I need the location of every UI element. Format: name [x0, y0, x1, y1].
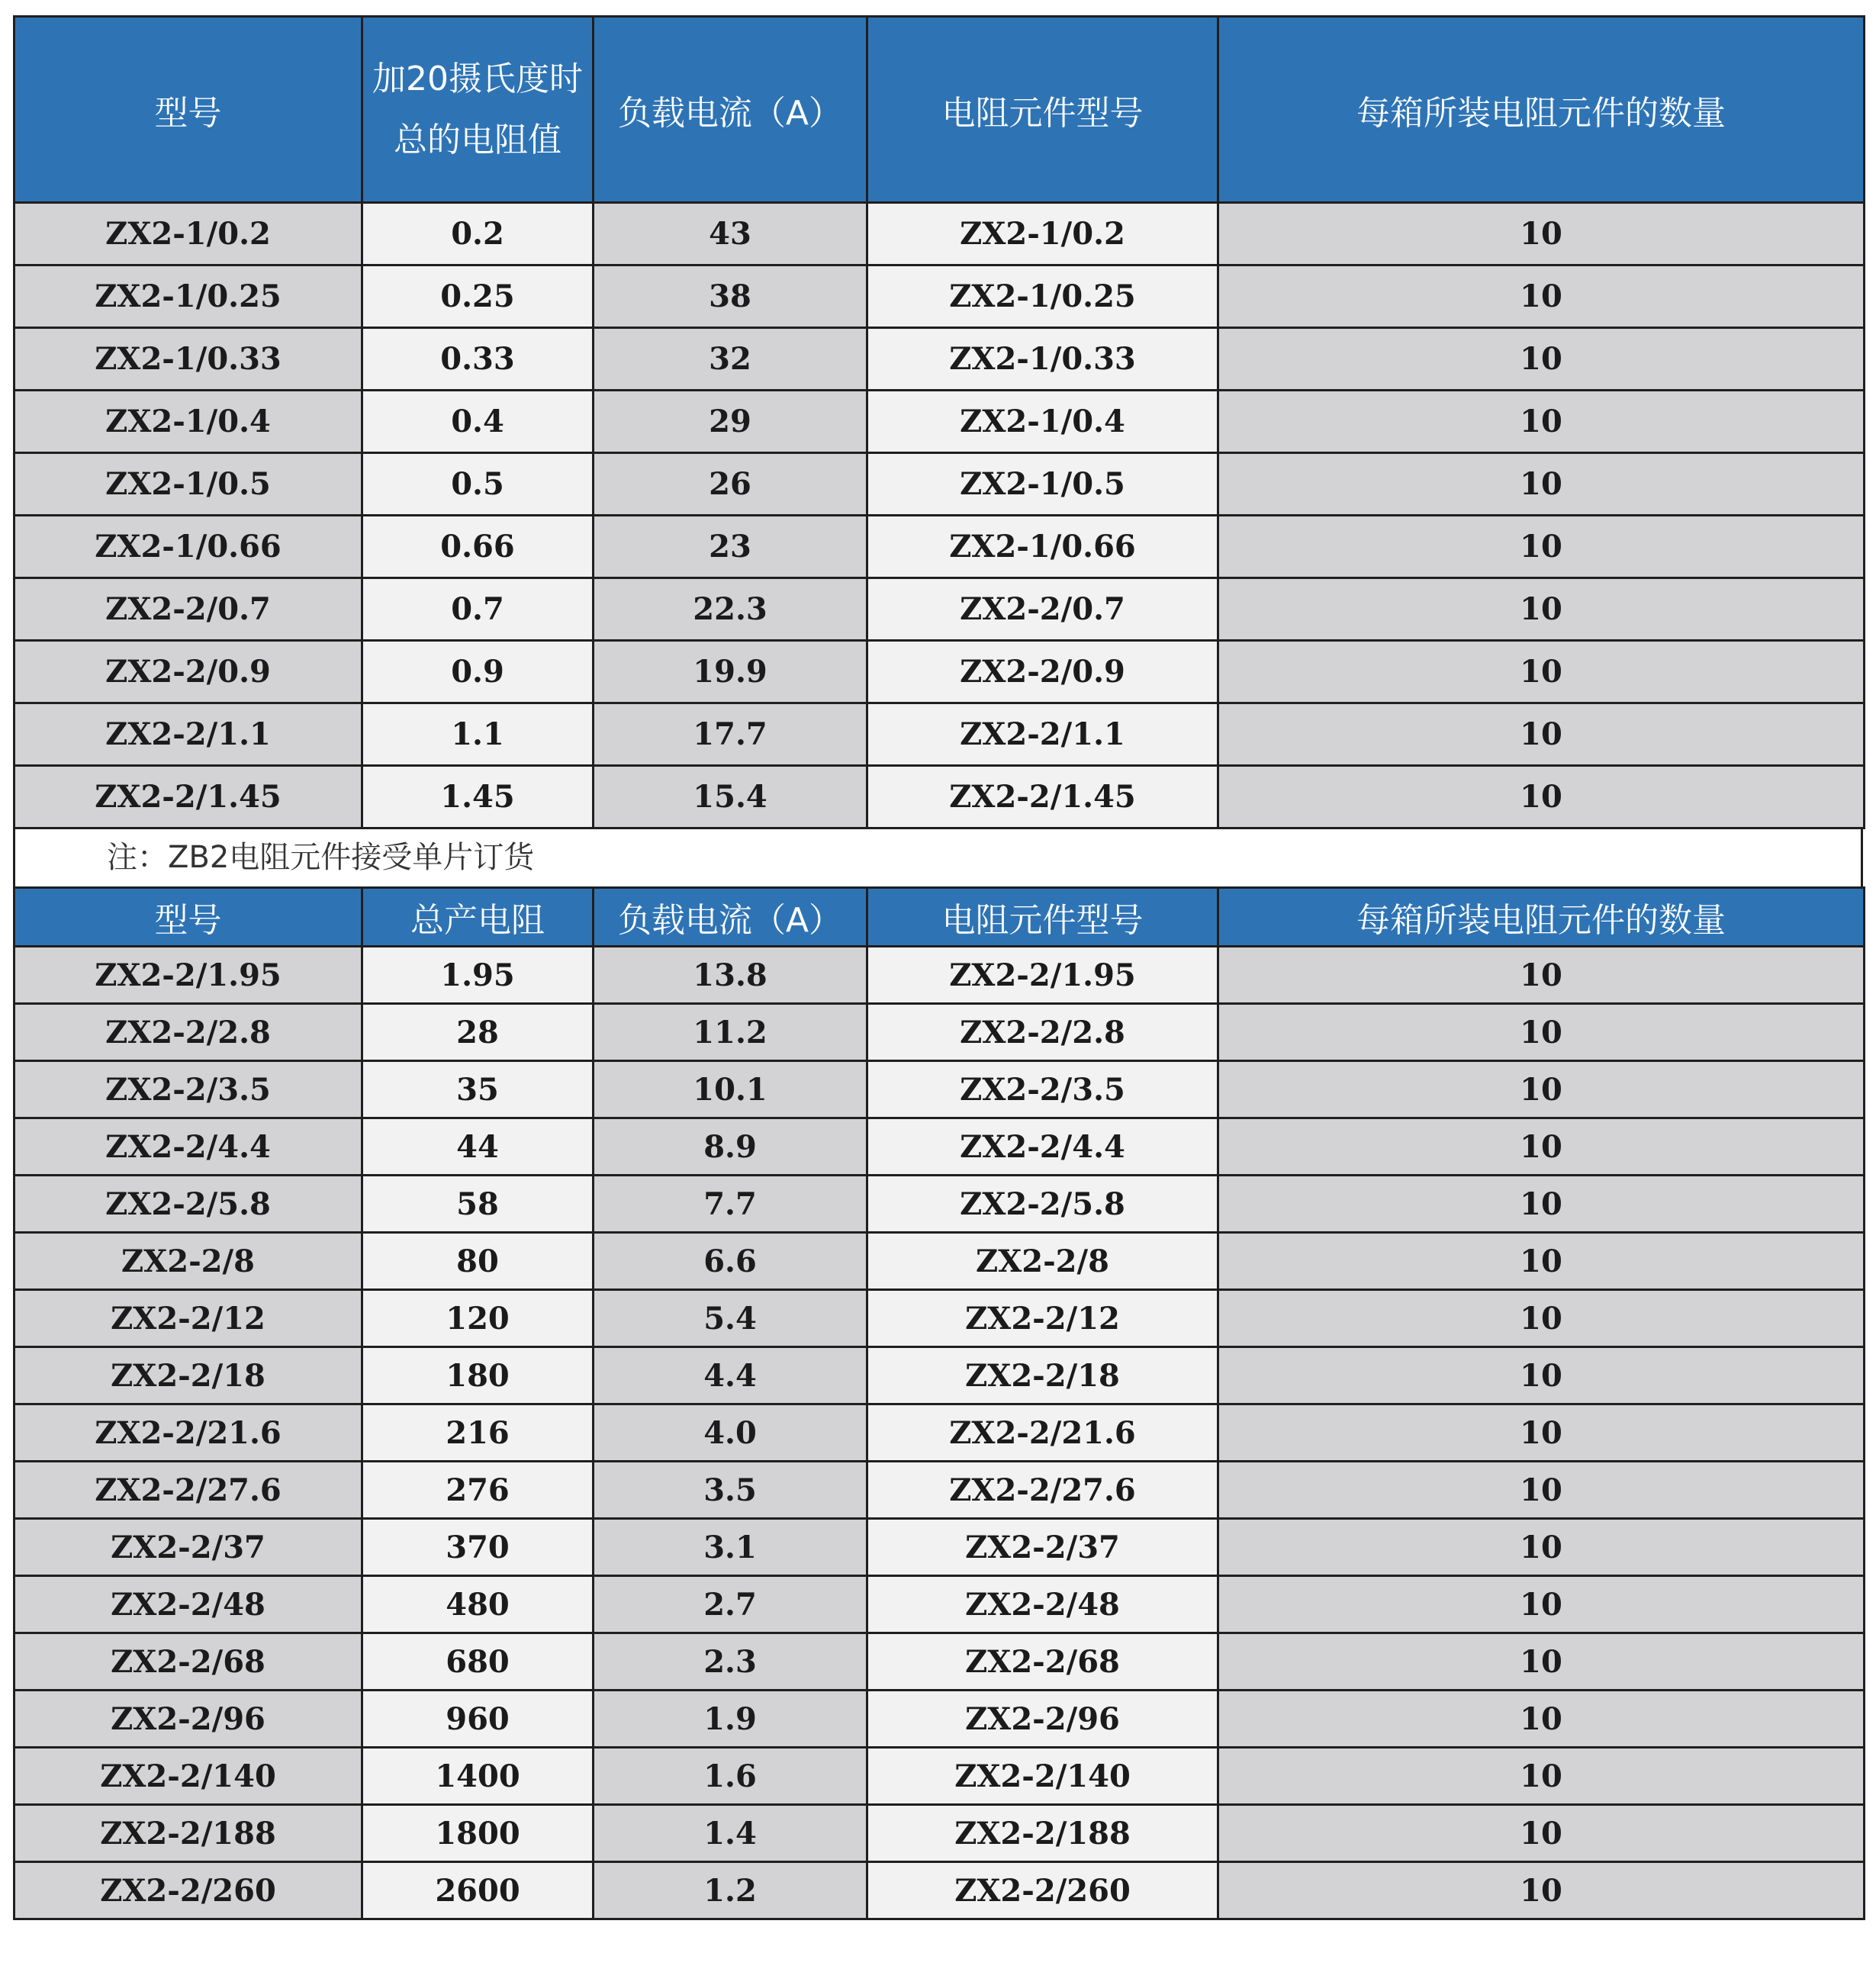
element-model-cell: ZX2-1/0.5 — [867, 453, 1218, 516]
quantity-cell: 10 — [1218, 1061, 1865, 1118]
table-row — [14, 391, 1865, 453]
quantity-cell: 10 — [1218, 1519, 1865, 1576]
model-cell: ZX2-2/18 — [14, 1347, 362, 1404]
load-current-cell: 5.4 — [594, 1290, 867, 1347]
resistance-cell: 0.5 — [362, 453, 594, 516]
table-row — [14, 641, 1865, 703]
resistance-cell: 1.95 — [362, 947, 594, 1004]
resistance-cell: 44 — [362, 1118, 594, 1176]
resistance-cell: 370 — [362, 1519, 594, 1576]
resistance-cell: 28 — [362, 1004, 594, 1061]
element-model-cell: ZX2-2/96 — [867, 1691, 1218, 1748]
table-header-row — [14, 17, 1865, 203]
element-model-cell: ZX2-2/48 — [867, 1576, 1218, 1633]
load-current-cell: 22.3 — [594, 578, 867, 641]
model-cell: ZX2-2/1.1 — [14, 703, 362, 766]
load-current-cell: 8.9 — [594, 1118, 867, 1176]
table-row — [14, 1691, 1865, 1748]
resistance-cell: 1800 — [362, 1805, 594, 1862]
quantity-cell: 10 — [1218, 578, 1865, 641]
load-current-cell: 4.0 — [594, 1404, 867, 1462]
resistance-cell: 1.45 — [362, 766, 594, 828]
quantity-cell: 10 — [1218, 1862, 1865, 1919]
header-total-resistance: 总产电阻 — [362, 888, 594, 947]
model-cell: ZX2-2/260 — [14, 1862, 362, 1919]
quantity-cell: 10 — [1218, 203, 1865, 265]
header-model: 型号 — [14, 888, 362, 947]
load-current-cell: 4.4 — [594, 1347, 867, 1404]
element-model-cell: ZX2-2/5.8 — [867, 1176, 1218, 1233]
quantity-cell: 10 — [1218, 1290, 1865, 1347]
load-current-cell: 13.8 — [594, 947, 867, 1004]
element-model-cell: ZX2-2/1.95 — [867, 947, 1218, 1004]
load-current-cell: 38 — [594, 265, 867, 328]
resistance-cell: 480 — [362, 1576, 594, 1633]
resistance-cell: 0.9 — [362, 641, 594, 703]
element-model-cell: ZX2-2/2.8 — [867, 1004, 1218, 1061]
quantity-cell: 10 — [1218, 703, 1865, 766]
model-cell: ZX2-2/3.5 — [14, 1061, 362, 1118]
load-current-cell: 2.3 — [594, 1633, 867, 1691]
element-model-cell: ZX2-2/21.6 — [867, 1404, 1218, 1462]
model-cell: ZX2-2/2.8 — [14, 1004, 362, 1061]
table-row — [14, 1748, 1865, 1805]
header-load-current: 负载电流（A） — [594, 17, 867, 203]
resistance-cell: 120 — [362, 1290, 594, 1347]
resistance-cell: 35 — [362, 1061, 594, 1118]
quantity-cell: 10 — [1218, 1805, 1865, 1862]
load-current-cell: 1.2 — [594, 1862, 867, 1919]
model-cell: ZX2-1/0.2 — [14, 203, 362, 265]
quantity-cell: 10 — [1218, 1233, 1865, 1290]
table-row — [14, 947, 1865, 1004]
header-element-model: 电阻元件型号 — [867, 888, 1218, 947]
model-cell: ZX2-2/37 — [14, 1519, 362, 1576]
table-row — [14, 578, 1865, 641]
load-current-cell: 23 — [594, 516, 867, 578]
load-current-cell: 10.1 — [594, 1061, 867, 1118]
model-cell: ZX2-1/0.4 — [14, 391, 362, 453]
load-current-cell: 29 — [594, 391, 867, 453]
load-current-cell: 6.6 — [594, 1233, 867, 1290]
resistance-cell: 0.33 — [362, 328, 594, 391]
table-row — [14, 1118, 1865, 1176]
table-row — [14, 265, 1865, 328]
element-model-cell: ZX2-2/1.45 — [867, 766, 1218, 828]
resistance-cell: 180 — [362, 1347, 594, 1404]
table-row — [14, 203, 1865, 265]
spec-tables — [13, 15, 1863, 1920]
resistance-cell: 1.1 — [362, 703, 594, 766]
load-current-cell: 43 — [594, 203, 867, 265]
header-elements-per-box: 每箱所装电阻元件的数量 — [1218, 17, 1865, 203]
element-model-cell: ZX2-2/0.9 — [867, 641, 1218, 703]
quantity-cell: 10 — [1218, 453, 1865, 516]
resistance-cell: 2600 — [362, 1862, 594, 1919]
element-model-cell: ZX2-1/0.2 — [867, 203, 1218, 265]
element-model-cell: ZX2-2/4.4 — [867, 1118, 1218, 1176]
resistance-cell: 58 — [362, 1176, 594, 1233]
element-model-cell: ZX2-1/0.4 — [867, 391, 1218, 453]
model-cell: ZX2-2/5.8 — [14, 1176, 362, 1233]
quantity-cell: 10 — [1218, 1004, 1865, 1061]
table-header-row — [14, 888, 1865, 947]
element-model-cell: ZX2-2/18 — [867, 1347, 1218, 1404]
table-row — [14, 1805, 1865, 1862]
resistance-cell: 680 — [362, 1633, 594, 1691]
element-model-cell: ZX2-2/37 — [867, 1519, 1218, 1576]
header-model: 型号 — [14, 17, 362, 203]
resistor-spec-table-2 — [13, 886, 1865, 1920]
element-model-cell: ZX2-2/8 — [867, 1233, 1218, 1290]
model-cell: ZX2-2/0.7 — [14, 578, 362, 641]
element-model-cell: ZX2-2/260 — [867, 1862, 1218, 1919]
resistance-cell: 276 — [362, 1462, 594, 1519]
model-cell: ZX2-2/68 — [14, 1633, 362, 1691]
table-row — [14, 1004, 1865, 1061]
load-current-cell: 1.4 — [594, 1805, 867, 1862]
load-current-cell: 15.4 — [594, 766, 867, 828]
element-model-cell: ZX2-1/0.25 — [867, 265, 1218, 328]
model-cell: ZX2-2/12 — [14, 1290, 362, 1347]
model-cell: ZX2-2/0.9 — [14, 641, 362, 703]
load-current-cell: 1.9 — [594, 1691, 867, 1748]
quantity-cell: 10 — [1218, 328, 1865, 391]
table-row — [14, 1404, 1865, 1462]
load-current-cell: 1.6 — [594, 1748, 867, 1805]
element-model-cell: ZX2-2/12 — [867, 1290, 1218, 1347]
load-current-cell: 7.7 — [594, 1176, 867, 1233]
quantity-cell: 10 — [1218, 1633, 1865, 1691]
model-cell: ZX2-2/1.95 — [14, 947, 362, 1004]
resistance-cell: 0.25 — [362, 265, 594, 328]
load-current-cell: 3.1 — [594, 1519, 867, 1576]
resistance-cell: 0.7 — [362, 578, 594, 641]
quantity-cell: 10 — [1218, 1748, 1865, 1805]
quantity-cell: 10 — [1218, 766, 1865, 828]
model-cell: ZX2-1/0.33 — [14, 328, 362, 391]
load-current-cell: 3.5 — [594, 1462, 867, 1519]
quantity-cell: 10 — [1218, 1118, 1865, 1176]
element-model-cell: ZX2-1/0.66 — [867, 516, 1218, 578]
quantity-cell: 10 — [1218, 947, 1865, 1004]
element-model-cell: ZX2-2/1.1 — [867, 703, 1218, 766]
element-model-cell: ZX2-2/188 — [867, 1805, 1218, 1862]
model-cell: ZX2-2/188 — [14, 1805, 362, 1862]
header-total-resistance-20c: 加20摄氏度时总的电阻值 — [362, 17, 594, 203]
element-model-cell: ZX2-1/0.33 — [867, 328, 1218, 391]
model-cell: ZX2-2/1.45 — [14, 766, 362, 828]
quantity-cell: 10 — [1218, 1691, 1865, 1748]
quantity-cell: 10 — [1218, 1462, 1865, 1519]
quantity-cell: 10 — [1218, 516, 1865, 578]
model-cell: ZX2-2/8 — [14, 1233, 362, 1290]
quantity-cell: 10 — [1218, 1176, 1865, 1233]
quantity-cell: 10 — [1218, 1576, 1865, 1633]
header-load-current: 负载电流（A） — [594, 888, 867, 947]
resistor-spec-table-1 — [13, 15, 1865, 829]
header-elements-per-box: 每箱所装电阻元件的数量 — [1218, 888, 1865, 947]
element-model-cell: ZX2-2/27.6 — [867, 1462, 1218, 1519]
table-row — [14, 703, 1865, 766]
resistance-cell: 0.2 — [362, 203, 594, 265]
resistance-cell: 960 — [362, 1691, 594, 1748]
resistance-cell: 216 — [362, 1404, 594, 1462]
quantity-cell: 10 — [1218, 641, 1865, 703]
table-row — [14, 1519, 1865, 1576]
model-cell: ZX2-2/27.6 — [14, 1462, 362, 1519]
table-row — [14, 1233, 1865, 1290]
load-current-cell: 11.2 — [594, 1004, 867, 1061]
table-row — [14, 1061, 1865, 1118]
load-current-cell: 32 — [594, 328, 867, 391]
resistance-cell: 80 — [362, 1233, 594, 1290]
table-row — [14, 453, 1865, 516]
resistance-cell: 0.66 — [362, 516, 594, 578]
table-row — [14, 1862, 1865, 1919]
table-row — [14, 516, 1865, 578]
load-current-cell: 17.7 — [594, 703, 867, 766]
element-model-cell: ZX2-2/0.7 — [867, 578, 1218, 641]
model-cell: ZX2-2/96 — [14, 1691, 362, 1748]
element-model-cell: ZX2-2/68 — [867, 1633, 1218, 1691]
quantity-cell: 10 — [1218, 1347, 1865, 1404]
element-model-cell: ZX2-2/3.5 — [867, 1061, 1218, 1118]
quantity-cell: 10 — [1218, 391, 1865, 453]
table-row — [14, 1633, 1865, 1691]
element-model-cell: ZX2-2/140 — [867, 1748, 1218, 1805]
model-cell: ZX2-2/4.4 — [14, 1118, 362, 1176]
model-cell: ZX2-1/0.25 — [14, 265, 362, 328]
model-cell: ZX2-1/0.5 — [14, 453, 362, 516]
quantity-cell: 10 — [1218, 1404, 1865, 1462]
model-cell: ZX2-1/0.66 — [14, 516, 362, 578]
table-row — [14, 1347, 1865, 1404]
order-note: 注：ZB2电阻元件接受单片订货 — [13, 829, 1863, 886]
header-element-model: 电阻元件型号 — [867, 17, 1218, 203]
table-row — [14, 1576, 1865, 1633]
model-cell: ZX2-2/21.6 — [14, 1404, 362, 1462]
model-cell: ZX2-2/140 — [14, 1748, 362, 1805]
table-row — [14, 1462, 1865, 1519]
load-current-cell: 2.7 — [594, 1576, 867, 1633]
model-cell: ZX2-2/48 — [14, 1576, 362, 1633]
resistance-cell: 1400 — [362, 1748, 594, 1805]
load-current-cell: 19.9 — [594, 641, 867, 703]
resistance-cell: 0.4 — [362, 391, 594, 453]
table-row — [14, 328, 1865, 391]
table-row — [14, 1290, 1865, 1347]
load-current-cell: 26 — [594, 453, 867, 516]
quantity-cell: 10 — [1218, 265, 1865, 328]
table-row — [14, 1176, 1865, 1233]
table-row — [14, 766, 1865, 828]
